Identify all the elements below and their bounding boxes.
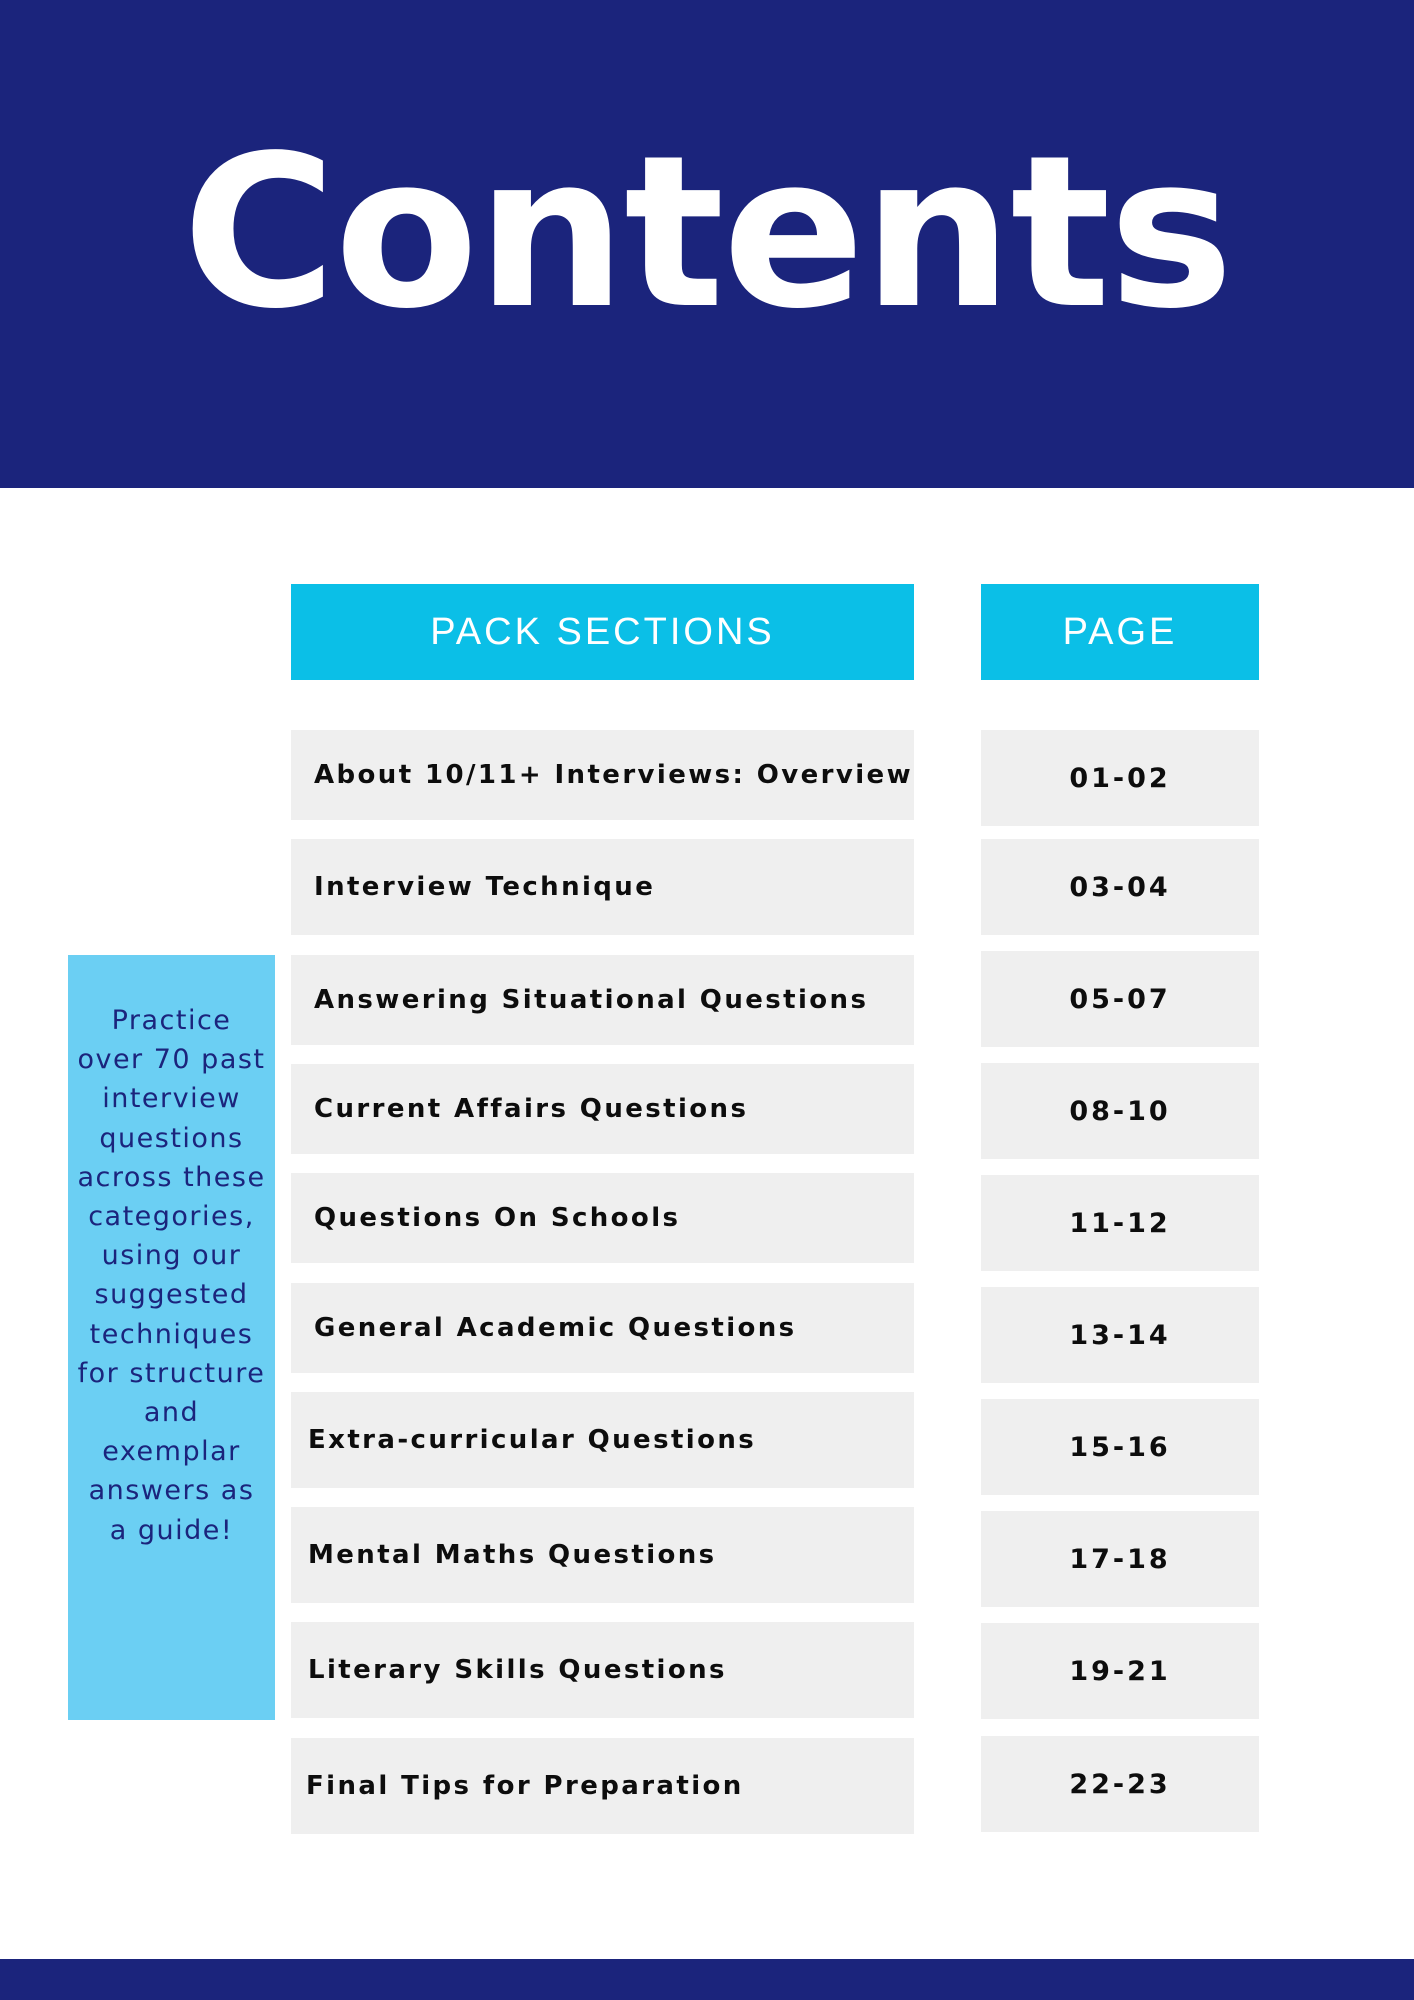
page-cell — [981, 730, 1259, 826]
footer-band — [0, 1959, 1414, 2000]
section-title: Interview Technique — [314, 872, 656, 902]
header-band — [0, 0, 1414, 488]
section-title: Extra-curricular Questions — [308, 1425, 757, 1455]
section-row[interactable] — [291, 955, 914, 1045]
page-cell — [981, 951, 1259, 1047]
page-cell — [981, 1063, 1259, 1159]
section-row[interactable] — [291, 730, 914, 820]
page-range: 22-23 — [1069, 1768, 1171, 1800]
section-title: Mental Maths Questions — [308, 1540, 717, 1570]
section-row[interactable] — [291, 1738, 914, 1834]
page-cell — [981, 1511, 1259, 1607]
page-title: Contents — [182, 110, 1232, 355]
section-row[interactable] — [291, 1283, 914, 1373]
section-row[interactable] — [291, 1064, 914, 1154]
page-range: 05-07 — [1069, 983, 1171, 1015]
section-title: Answering Situational Questions — [314, 985, 869, 1015]
page-range: 13-14 — [1069, 1319, 1171, 1351]
page-label: PAGE — [1062, 610, 1178, 653]
page-cell — [981, 1175, 1259, 1271]
page-range: 08-10 — [1069, 1095, 1171, 1127]
page-range: 03-04 — [1069, 871, 1171, 903]
section-title: General Academic Questions — [314, 1313, 797, 1343]
page-range: 11-12 — [1069, 1207, 1171, 1239]
page-cell — [981, 1399, 1259, 1495]
section-title: Current Affairs Questions — [314, 1094, 749, 1124]
page-range: 15-16 — [1069, 1431, 1171, 1463]
page-cell — [981, 1287, 1259, 1383]
section-row[interactable] — [291, 1173, 914, 1263]
page-cell — [981, 839, 1259, 935]
section-title: Literary Skills Questions — [308, 1655, 727, 1685]
section-title: Final Tips for Preparation — [306, 1771, 744, 1801]
page-range: 19-21 — [1069, 1655, 1171, 1687]
section-row[interactable] — [291, 1392, 914, 1488]
page-range: 01-02 — [1069, 762, 1171, 794]
section-title: About 10/11+ Interviews: Overview — [314, 760, 914, 790]
pack-sections-header — [291, 584, 914, 680]
page-cell — [981, 1623, 1259, 1719]
section-row[interactable] — [291, 1507, 914, 1603]
pack-sections-label: PACK SECTIONS — [430, 610, 775, 653]
page-cell — [981, 1736, 1259, 1832]
page-header — [981, 584, 1259, 680]
practice-callout-text: Practice over 70 past interview questions across these categories, using our suggested techniques for structure and exemplar answers as a guide! — [77, 1005, 266, 1546]
section-row[interactable] — [291, 1622, 914, 1718]
practice-callout — [68, 955, 275, 1720]
section-row[interactable] — [291, 839, 914, 935]
page-range: 17-18 — [1069, 1543, 1171, 1575]
section-title: Questions On Schools — [314, 1203, 681, 1233]
